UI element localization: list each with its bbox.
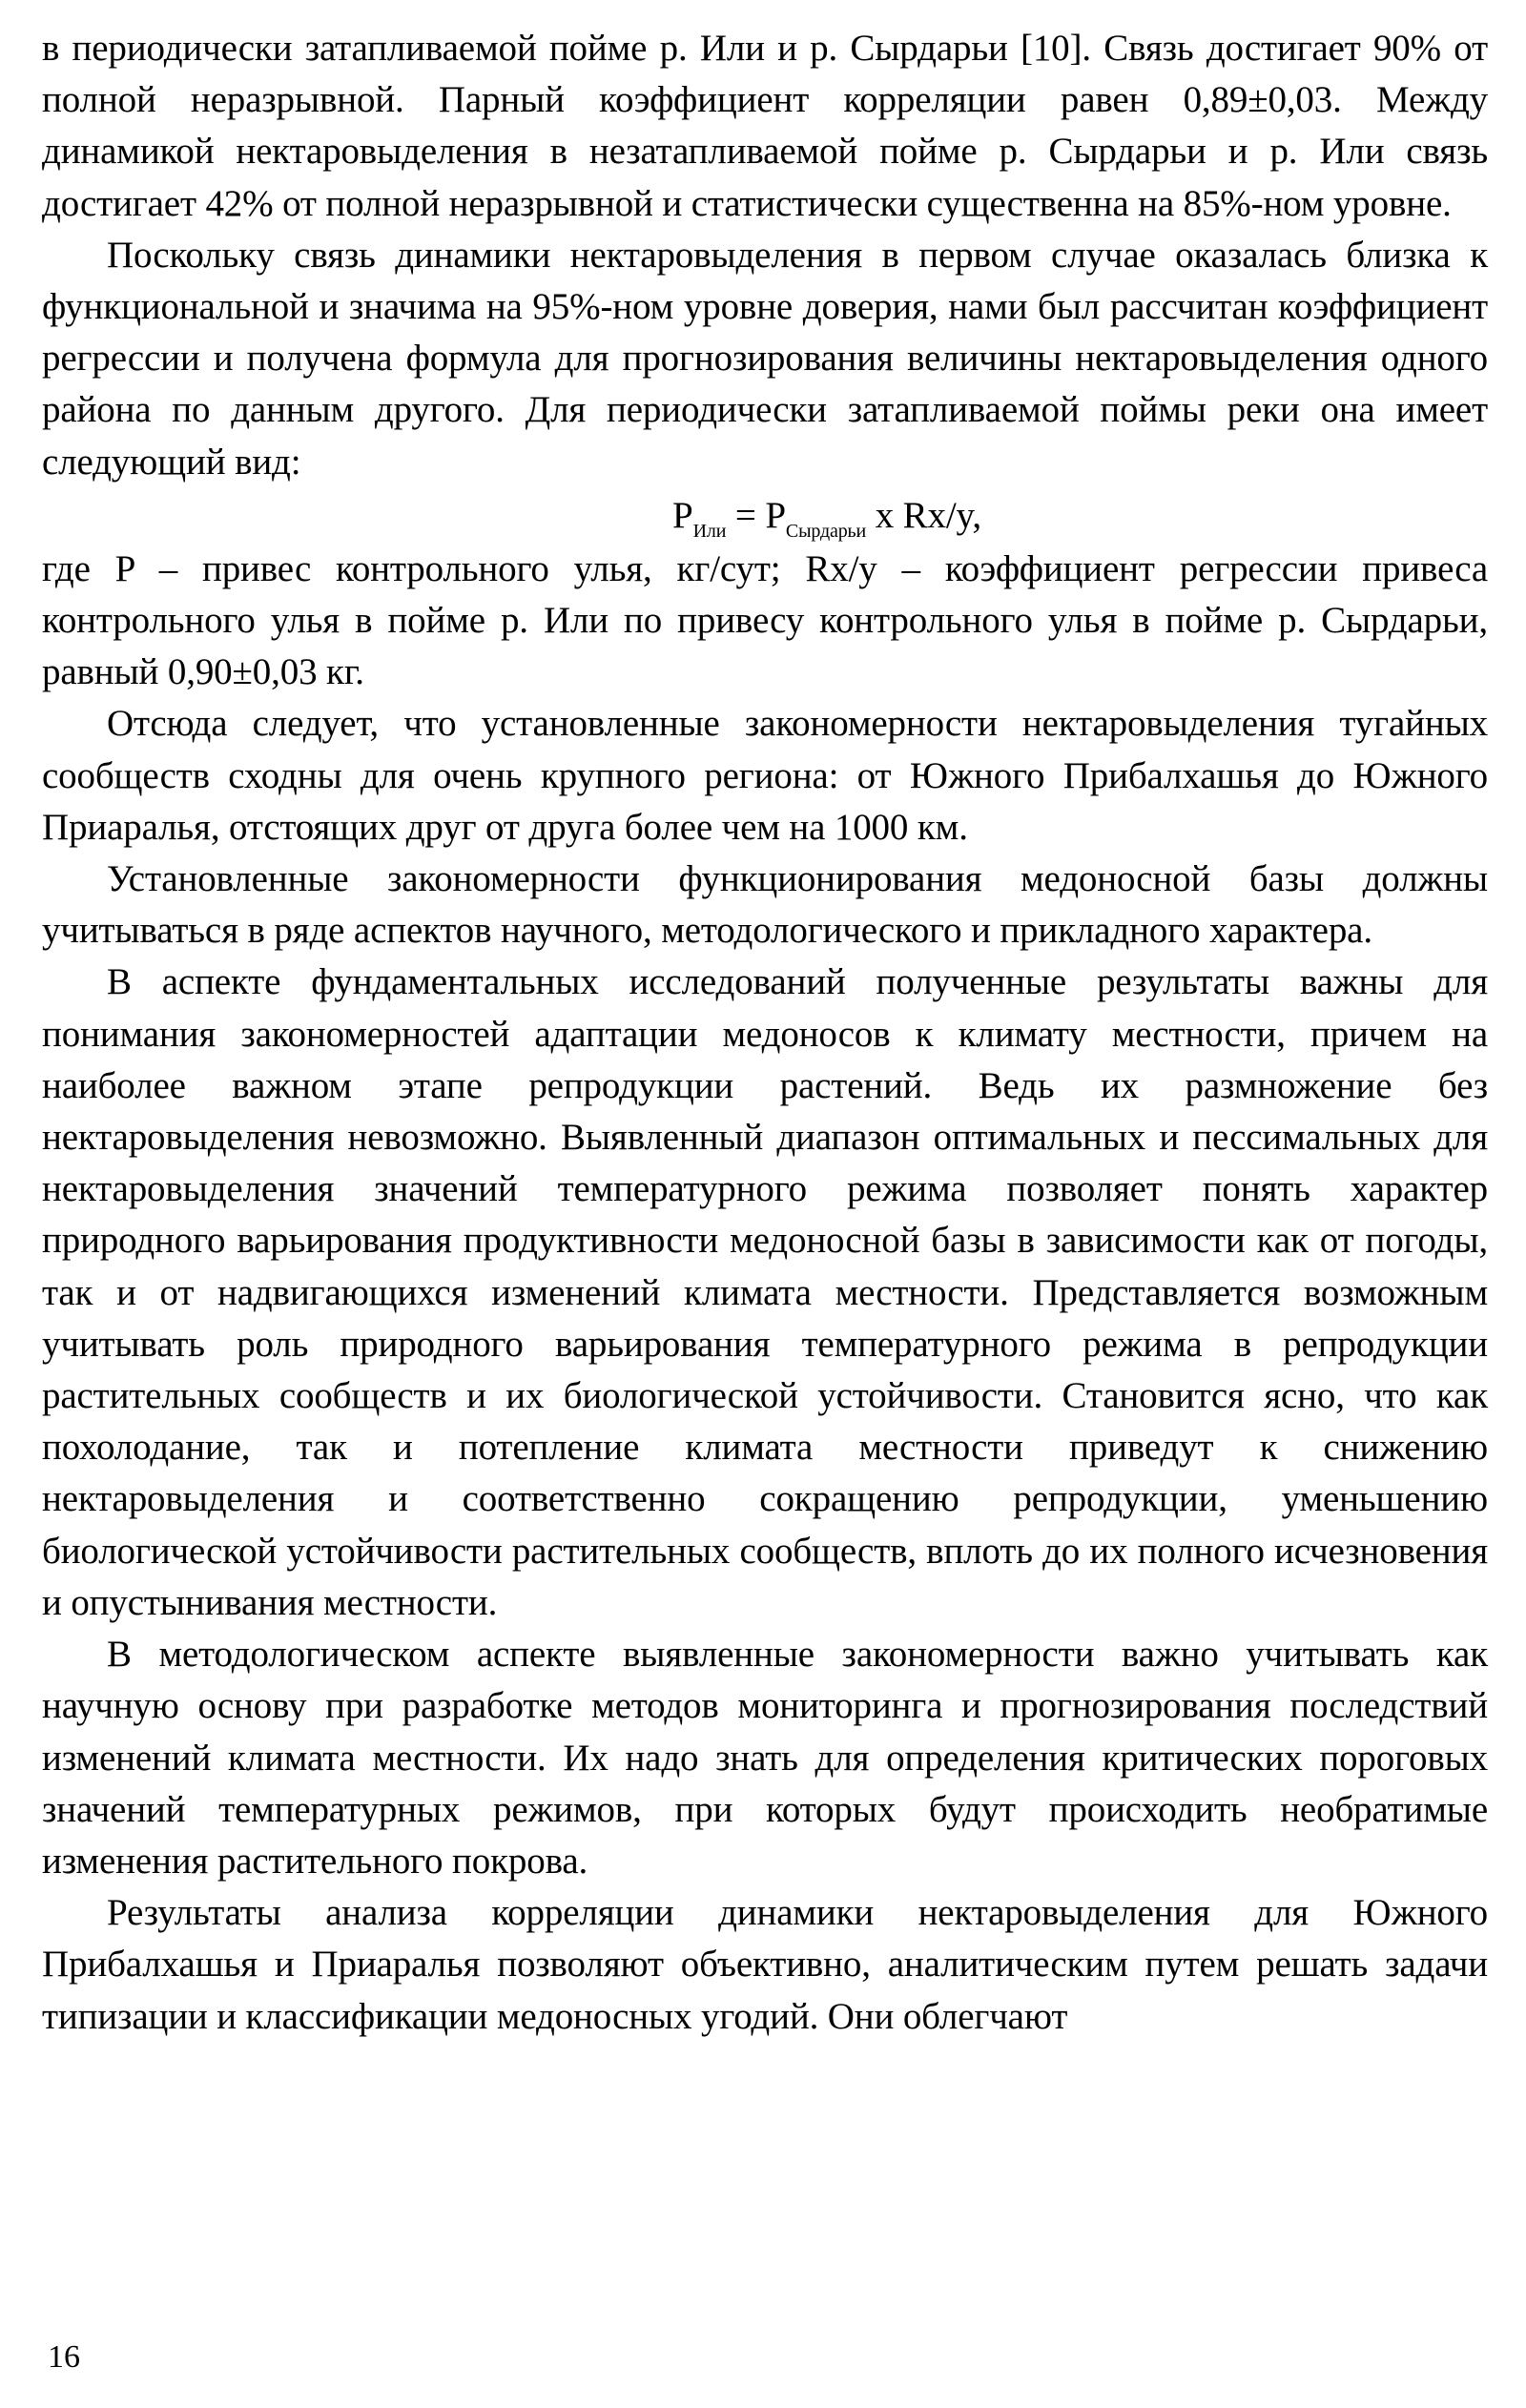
page-number: 16 — [48, 2339, 80, 2375]
formula-tail: x Rx/y, — [875, 494, 981, 536]
formula-right-subscript: Сырдарьи — [785, 520, 867, 542]
paragraph-4: Отсюда следует, что установленные закономерности нектаровыделения тугайных сообществ сходны для очень крупного региона: от Южного Прибалхашья до Южного Приаралья, отстоящих друг от друга более чем на 1000 км. — [42, 703, 1488, 848]
regression-formula — [42, 488, 1488, 544]
body-text — [42, 23, 1488, 2043]
paragraph-6: В аспекте фундаментальных исследований полученные результаты важны для понимания закономерностей адаптации медоносов к климату местности, причем на наиболее важном этапе репродукции растений. Ведь их размножение без нектаровыделения невозможно. Выявленный диапазон оптимальных и пессимальных для нектаровыделения значений температурного режима позволяет понять характер природного варьирования продуктивности медоносной базы в зависимости как от погоды, так и от надвигающихся изменений климата местности. Представляется возможным учитывать роль природного варьирования температурного режима в репродукции растительных сообществ и их биологической устойчивости. Становится ясно, что как похолодание, так и потепление климата местности приведут к снижению нектаровыделения и соответственно сокращению репродукции, уменьшению биологической устойчивости растительных сообществ, вплоть до их полного исчезновения и опустынивания местности. — [42, 961, 1488, 1623]
paragraph-7: В методологическом аспекте выявленные закономерности важно учитывать как научную основу при разработке методов мониторинга и прогнозирования последствий изменений климата местности. Их надо знать для определения критических пороговых значений температурных режимов, при которых будут происходить необратимые изменения растительного покрова. — [42, 1634, 1488, 1882]
formula-equals: = — [734, 494, 756, 536]
paragraph-2: Поскольку связь динамики нектаровыделения в первом случае оказалась близка к функциональной и значима на 95%-ном уровне доверия, нами был рассчитан коэффициент регрессии и получена формула для прогнозирования величины нектаровыделения одного района по данным другого. Для периодически затапливаемой поймы реки она имеет следующий вид: — [42, 234, 1488, 483]
formula-left-symbol: P — [672, 494, 693, 536]
formula-right-symbol: P — [765, 494, 786, 536]
paragraph-8: Результаты анализа корреляции динамики нектаровыделения для Южного Прибалхашья и Приаралья позволяют объективно, аналитическим путем решать задачи типизации и классификации медоносных угодий. Они облегчают — [42, 1892, 1488, 2037]
paragraph-5: Установленные закономерности функционирования медоносной базы должны учитываться в ряде аспектов научного, методологического и прикладного характера. — [42, 858, 1488, 952]
paragraph-1: в периодически затапливаемой пойме р. Или и р. Сырдарьи [10]. Связь достигает 90% от полной неразрывной. Парный коэффициент корреляции равен 0,89±0,03. Между динамикой нектаровыделения в незатапливаемой пойме р. Сырдарьи и р. Или связь достигает 42% от полной неразрывной и статистически существенна на 85%-ном уровне. — [42, 28, 1488, 224]
paragraph-3: где P – привес контрольного улья, кг/сут; Rx/y – коэффициент регрессии привеса контрольного улья в пойме р. Или по привесу контрольного улья в пойме р. Сырдарьи, равный 0,90±0,03 кг. — [42, 547, 1488, 693]
formula-left-subscript: Или — [692, 520, 727, 542]
